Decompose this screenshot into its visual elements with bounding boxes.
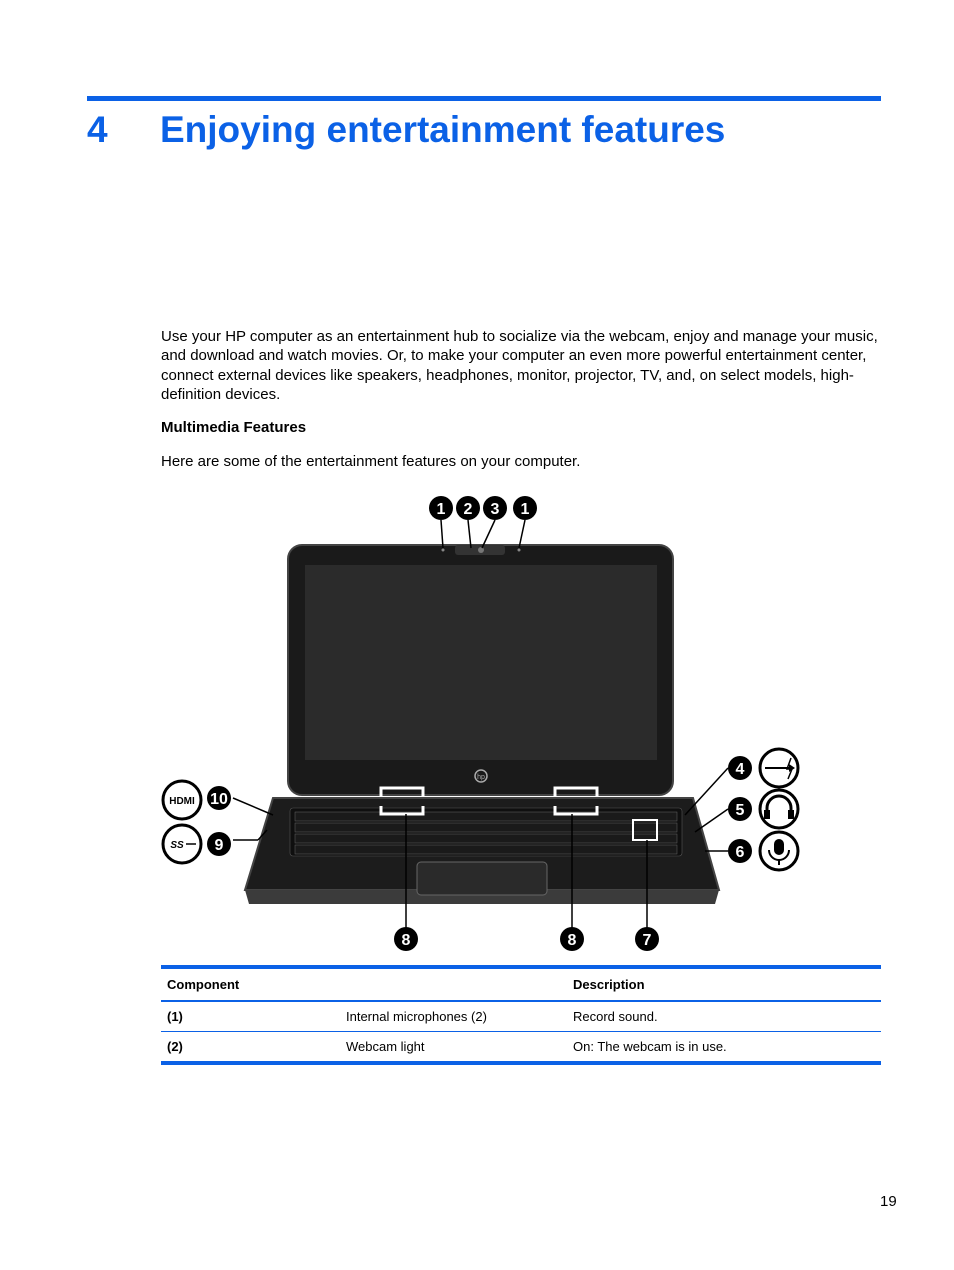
svg-text:8: 8 xyxy=(567,932,577,949)
microphone-icon xyxy=(760,832,798,870)
header-description: Description xyxy=(567,967,881,1001)
row-description: Record sound. xyxy=(567,1001,881,1032)
callout-7 xyxy=(635,927,659,951)
hdmi-icon xyxy=(163,781,201,819)
callout-8-right xyxy=(560,927,584,951)
row-component: Webcam light xyxy=(340,1032,567,1064)
svg-text:SS: SS xyxy=(170,840,184,851)
mic-left xyxy=(442,549,445,552)
svg-text:6: 6 xyxy=(735,844,745,861)
header-component: Component xyxy=(161,967,567,1001)
headphone-icon xyxy=(760,790,798,828)
callout-1-right xyxy=(513,496,537,520)
laptop-screen xyxy=(305,565,657,760)
usb-power-icon xyxy=(760,749,798,787)
callout-8-left xyxy=(394,927,418,951)
svg-text:2: 2 xyxy=(463,501,473,518)
callout-9 xyxy=(207,832,231,856)
table-header-row xyxy=(161,967,881,1001)
svg-text:4: 4 xyxy=(735,761,745,778)
svg-text:10: 10 xyxy=(210,791,228,808)
callout-2 xyxy=(456,496,480,520)
row-component: Internal microphones (2) xyxy=(340,1001,567,1032)
svg-text:1: 1 xyxy=(436,501,446,518)
lead-paragraph: Here are some of the entertainment features on your computer. xyxy=(161,453,581,470)
callout-4 xyxy=(728,756,752,780)
svg-text:5: 5 xyxy=(735,802,745,819)
row-number: (1) xyxy=(161,1001,340,1032)
callout-10 xyxy=(207,786,231,810)
hp-logo-text: hp xyxy=(477,774,485,781)
usb3-icon xyxy=(163,825,201,863)
callout-6 xyxy=(728,839,752,863)
chapter-rule xyxy=(87,96,881,101)
callout-5 xyxy=(728,797,752,821)
callout-3 xyxy=(483,496,507,520)
chapter-number: 4 xyxy=(87,109,108,150)
svg-text:1: 1 xyxy=(520,501,530,518)
svg-text:HDMI: HDMI xyxy=(169,796,195,807)
svg-text:7: 7 xyxy=(642,932,652,949)
chapter-title: Enjoying entertainment features xyxy=(160,109,726,150)
svg-text:8: 8 xyxy=(401,932,411,949)
table-row xyxy=(161,1001,881,1032)
section-subheading: Multimedia Features xyxy=(161,419,307,436)
chapter-heading xyxy=(87,106,725,154)
touchpad xyxy=(417,862,547,895)
svg-text:9: 9 xyxy=(214,837,224,854)
page-number: 19 xyxy=(880,1193,897,1210)
svg-text:3: 3 xyxy=(490,501,500,518)
mic-right xyxy=(518,549,521,552)
table-row xyxy=(161,1032,881,1064)
callout-1-left xyxy=(429,496,453,520)
intro-paragraph: Use your HP computer as an entertainment hub to socialize via the webcam, enjoy and manage your music, and download and watch movies. Or, to make your computer an even more powerful entertainment center, connect external devices like speakers, headphones, monitor, projector, TV, and, on select models, high-definition devices. xyxy=(161,328,878,403)
row-number: (2) xyxy=(161,1032,340,1064)
laptop-figure xyxy=(155,490,815,960)
component-table xyxy=(161,965,881,1065)
row-description: On: The webcam is in use. xyxy=(567,1032,881,1064)
webcam-lens xyxy=(478,547,484,553)
